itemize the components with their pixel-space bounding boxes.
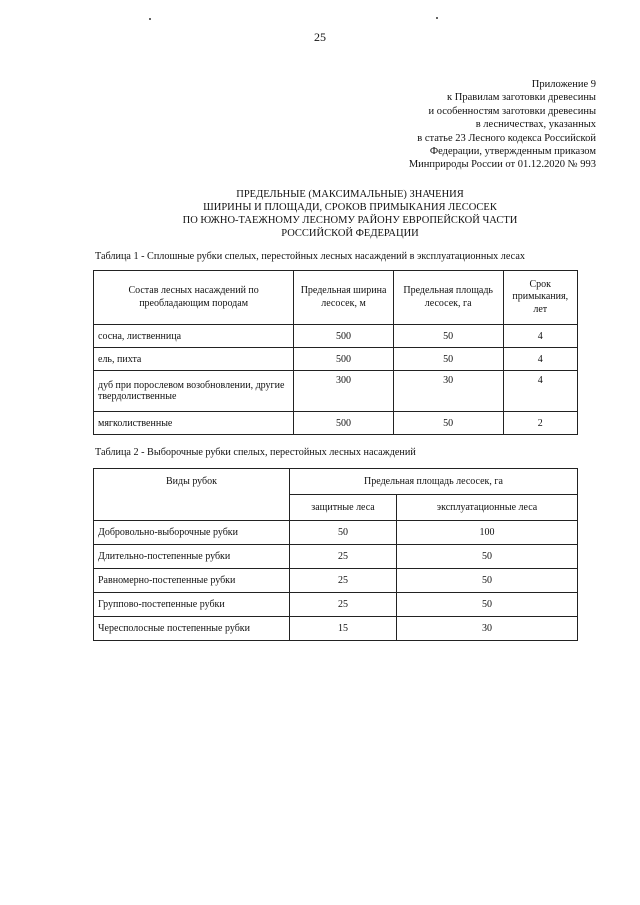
table-cell: 4 [503,371,577,412]
table-row [94,617,578,641]
table-cell: 50 [290,521,397,545]
table-header-row [94,469,578,495]
table2-caption: Таблица 2 - Выборочные рубки спелых, перестойных лесных насаждений [95,447,416,458]
table-cell: 100 [397,521,578,545]
column-header: Предельная площадь лесосек, га [290,469,578,495]
table-cell: 500 [294,325,394,348]
table2 [93,468,578,641]
table-cell: 4 [503,325,577,348]
table-row [94,593,578,617]
table-cell: 50 [397,569,578,593]
column-subheader: эксплуатационные леса [397,495,578,521]
title-line: ПРЕДЕЛЬНЫЕ (МАКСИМАЛЬНЫЕ) ЗНАЧЕНИЯ [236,189,464,200]
table-cell: Чересполосные постепенные рубки [94,617,290,641]
table-cell: мягколиственные [94,412,294,435]
table-row [94,371,578,412]
table-cell: 500 [294,412,394,435]
appendix-line: и особенностям заготовки древесины [428,105,596,117]
appendix-note [409,78,596,172]
appendix-line: в лесничествах, указанных [475,119,596,131]
table-cell: 50 [393,348,503,371]
scan-speck [436,17,438,19]
table-cell: сосна, лиственница [94,325,294,348]
table1 [93,270,578,435]
table-cell: 50 [393,325,503,348]
column-header: Предельная ширина лесосек, м [294,271,394,325]
table-cell: Группово-постепенные рубки [94,593,290,617]
table-row [94,325,578,348]
appendix-line: Приложение 9 [531,79,596,90]
table-header-row [94,271,578,325]
appendix-line: к Правилам заготовки древесины [447,92,596,104]
column-header: Предельная площадь лесосек, га [393,271,503,325]
table-cell: 30 [397,617,578,641]
appendix-line: Федерации, утвержденным приказом [429,146,596,158]
table-cell: ель, пихта [94,348,294,371]
column-subheader: защитные леса [290,495,397,521]
appendix-line: Минприроды России от 01.12.2020 № 993 [408,159,596,171]
title-line: ПО ЮЖНО-ТАЕЖНОМУ ЛЕСНОМУ РАЙОНУ ЕВРОПЕЙСКОЙ ЧАСТИ [182,215,518,226]
table-cell: 50 [397,593,578,617]
table-cell: 25 [290,545,397,569]
table-cell: Длительно-постепенные рубки [94,545,290,569]
table-cell: 2 [503,412,577,435]
title-line: РОССИЙСКОЙ ФЕДЕРАЦИИ [281,228,419,239]
table-cell: 25 [290,593,397,617]
table-cell: 50 [397,545,578,569]
title-line: ШИРИНЫ И ПЛОЩАДИ, СРОКОВ ПРИМЫКАНИЯ ЛЕСОСЕК [203,202,497,213]
table-row [94,521,578,545]
table-cell: 300 [294,371,394,412]
table-cell: 50 [393,412,503,435]
table-cell: 25 [290,569,397,593]
column-header: Срок примыкания, лет [503,271,577,325]
table-row [94,348,578,371]
table-cell: Равномерно-постепенные рубки [94,569,290,593]
appendix-line: в статье 23 Лесного кодекса Российской [417,132,596,144]
table1-caption: Таблица 1 - Сплошные рубки спелых, перестойных лесных насаждений в эксплуатационных лесах [95,251,525,262]
column-header: Состав лесных насаждений по преобладающим породам [94,271,294,325]
table-row [94,412,578,435]
page-number: 25 [314,30,326,44]
scan-speck [149,18,151,20]
document-title [90,188,610,240]
table-cell: Добровольно-выборочные рубки [94,521,290,545]
table-cell: 4 [503,348,577,371]
table-cell: 30 [393,371,503,412]
table-cell: 500 [294,348,394,371]
table-row [94,569,578,593]
table-row [94,545,578,569]
column-header: Виды рубок [94,469,290,521]
table-cell: дуб при порослевом возобновлении, другие твердолиственные [94,371,294,412]
table-cell: 15 [290,617,397,641]
